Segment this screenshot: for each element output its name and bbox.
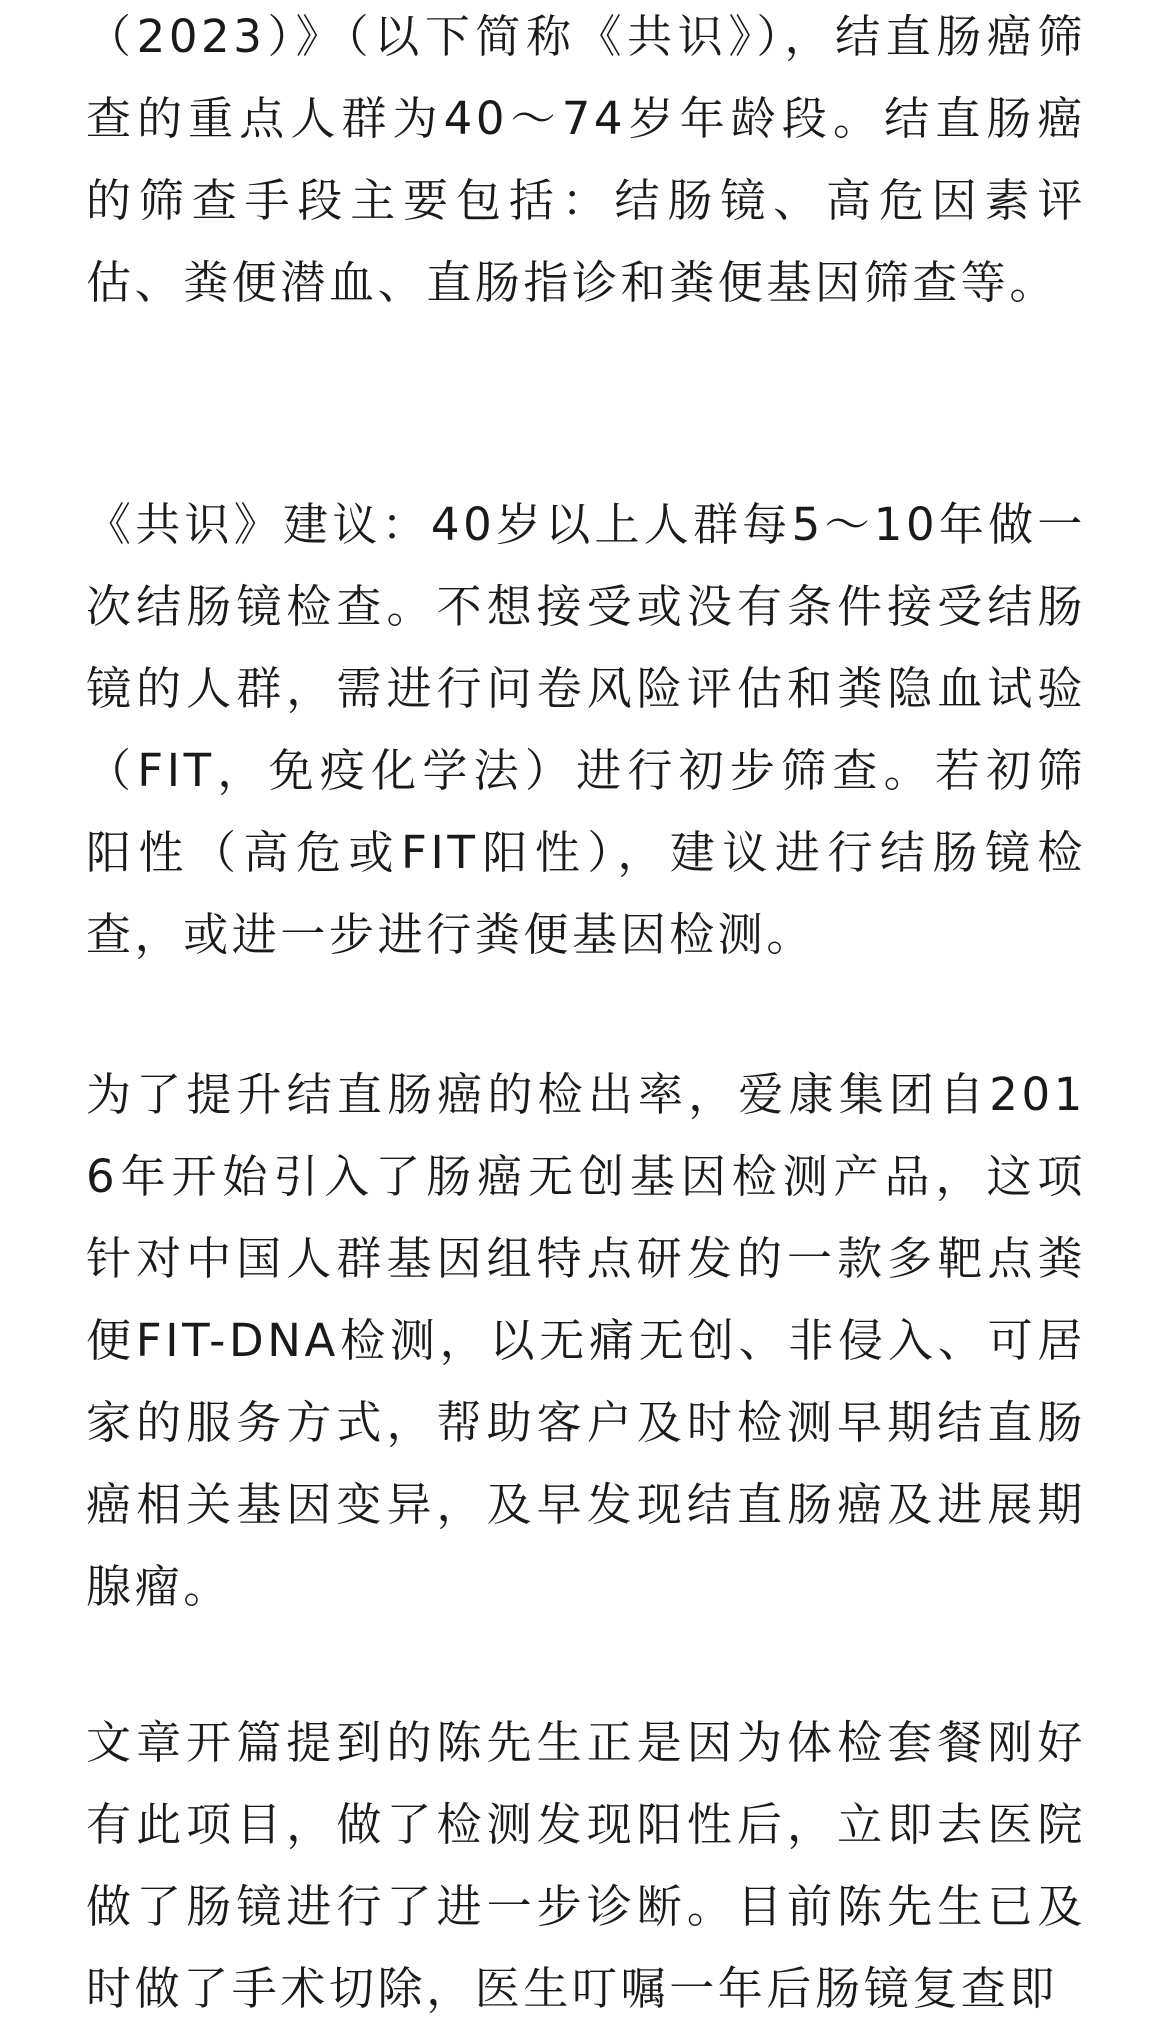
paragraph-ikang-detection: 为了提升结直肠癌的检出率，爱康集团自2016年开始引入了肠癌无创基因检测产品，这项针对中国人群基因组特点研发的一款多靶点粪便FIT-DNA检测，以无痛无创、非侵入、可居家的服务方式，帮助客户及时检测早期结直肠癌相关基因变异，及早发现结直肠癌及进展期腺瘤。 [86, 1068, 1086, 1613]
paragraph-consensus-recommendation: 《共识》建议：40岁以上人群每5～10年做一次结肠镜检查。不想接受或没有条件接受结肠镜的人群，需进行问卷风险评估和粪隐血试验（FIT，免疫化学法）进行初步筛查。若初筛阳性（高危或FIT阳性），建议进行结肠镜检查，或进一步进行粪便基因检测。 [86, 498, 1086, 961]
paragraph-consensus-intro: （2023）》（以下简称《共识》），结直肠癌筛查的重点人群为40～74岁年龄段。结直肠癌的筛查手段主要包括：结肠镜、高危因素评估、粪便潜血、直肠指诊和粪便基因筛查等。 [86, 10, 1086, 309]
paragraph-case-followup: 文章开篇提到的陈先生正是因为体检套餐刚好有此项目，做了检测发现阳性后，立即去医院做了肠镜进行了进一步诊断。目前陈先生已及时做了手术切除，医生叮嘱一年后肠镜复查即 [86, 1716, 1086, 2015]
